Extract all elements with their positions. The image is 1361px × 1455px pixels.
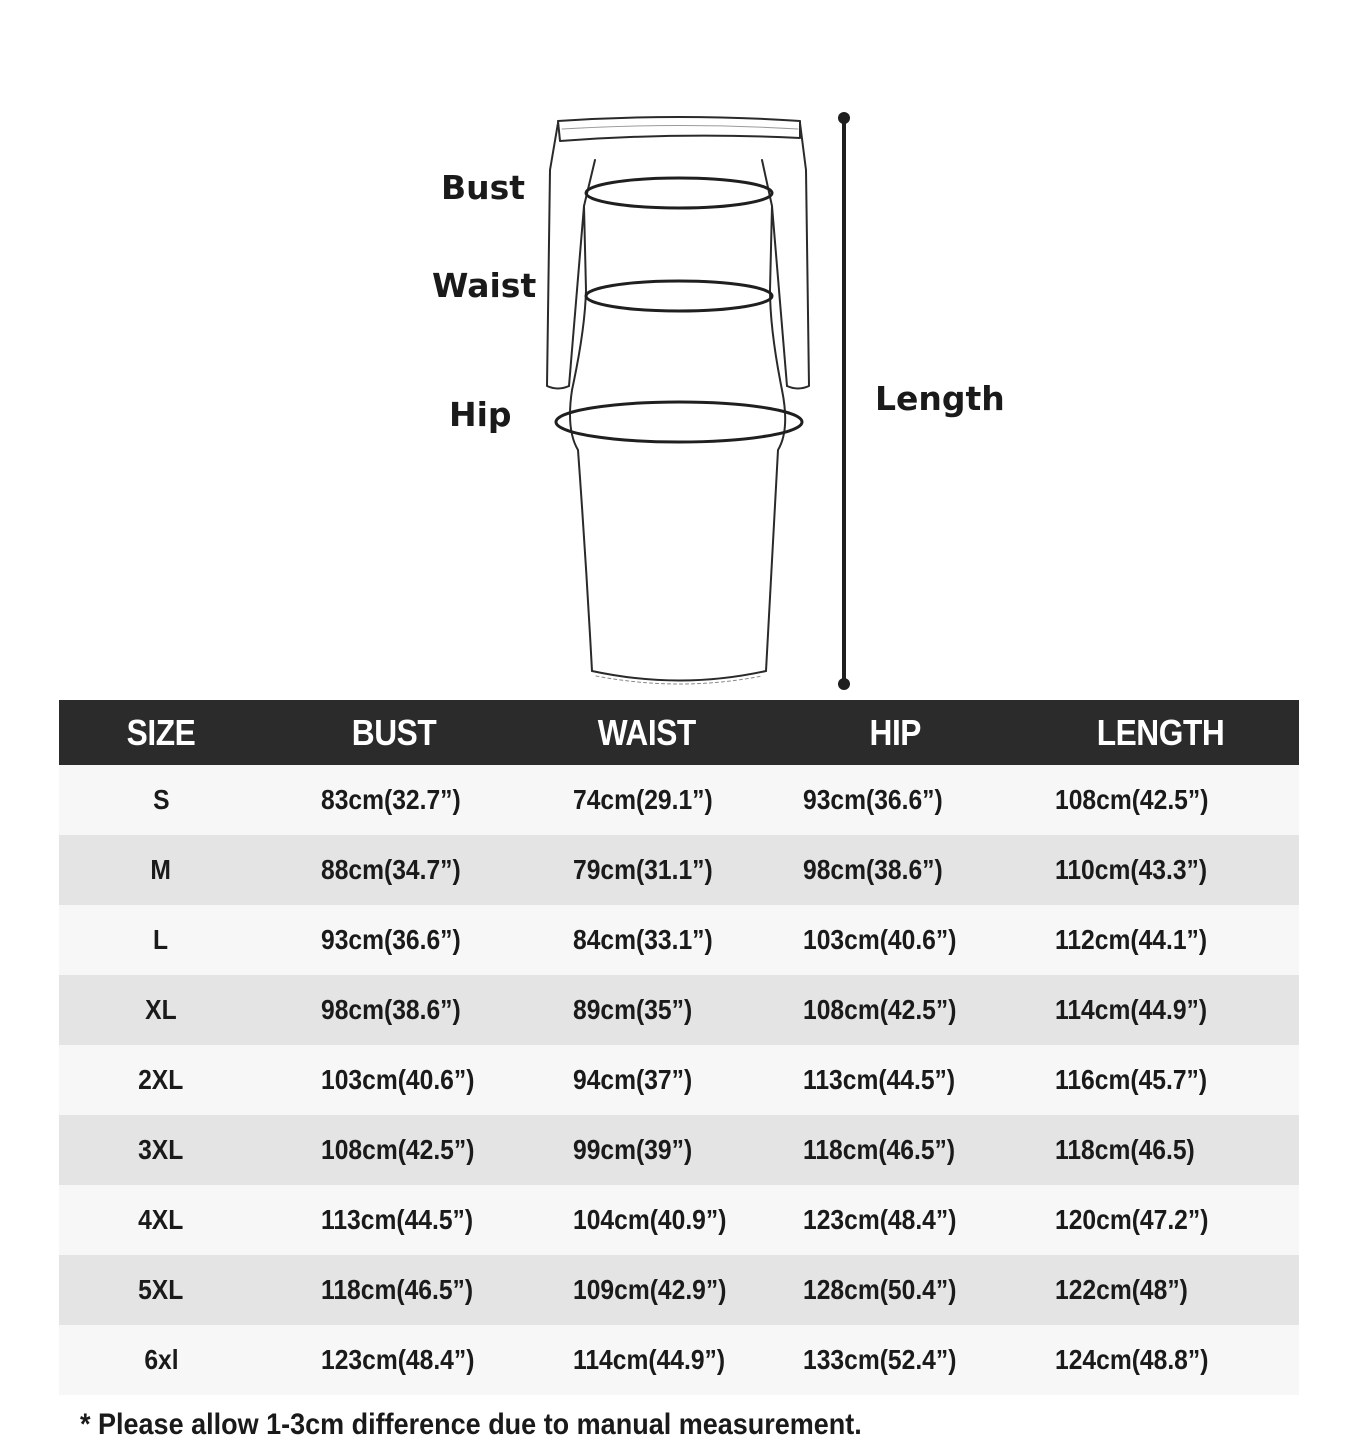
measurement-cell: 109cm(42.9”) <box>525 1255 769 1325</box>
measurement-cell: 88cm(34.7”) <box>263 835 525 905</box>
header-bust: BUST <box>263 700 525 765</box>
measurement-cell: 124cm(48.8”) <box>1021 1325 1299 1395</box>
size-cell: 2XL <box>59 1045 263 1115</box>
table-header <box>59 700 1299 765</box>
measurement-cell: 133cm(52.4”) <box>769 1325 1021 1395</box>
header-hip: HIP <box>769 700 1021 765</box>
measurement-cell: 114cm(44.9”) <box>525 1325 769 1395</box>
table-row <box>59 975 1299 1045</box>
measurement-cell: 103cm(40.6”) <box>263 1045 525 1115</box>
table-row <box>59 1255 1299 1325</box>
size-cell: M <box>59 835 263 905</box>
waist-label: Waist <box>432 266 537 305</box>
size-cell: XL <box>59 975 263 1045</box>
measurement-cell: 113cm(44.5”) <box>263 1185 525 1255</box>
measurement-cell: 114cm(44.9”) <box>1021 975 1299 1045</box>
size-chart-table <box>59 700 1299 1395</box>
measurement-diagram <box>0 0 1361 700</box>
measurement-cell: 110cm(43.3”) <box>1021 835 1299 905</box>
size-cell: 3XL <box>59 1115 263 1185</box>
size-cell: S <box>59 765 263 835</box>
table-row <box>59 765 1299 835</box>
header-size: SIZE <box>59 700 263 765</box>
length-label: Length <box>875 379 1005 418</box>
table-row <box>59 1115 1299 1185</box>
size-cell: L <box>59 905 263 975</box>
measurement-cell: 123cm(48.4”) <box>769 1185 1021 1255</box>
measurement-cell: 118cm(46.5”) <box>263 1255 525 1325</box>
measurement-cell: 79cm(31.1”) <box>525 835 769 905</box>
header-waist: WAIST <box>525 700 769 765</box>
measurement-cell: 108cm(42.5”) <box>769 975 1021 1045</box>
measurement-note: * Please allow 1-3cm difference due to manual measurement. <box>80 1408 862 1441</box>
measurement-cell: 123cm(48.4”) <box>263 1325 525 1395</box>
table-row <box>59 1325 1299 1395</box>
header-length: LENGTH <box>1021 700 1299 765</box>
table-row <box>59 905 1299 975</box>
table-row <box>59 1045 1299 1115</box>
measurement-cell: 104cm(40.9”) <box>525 1185 769 1255</box>
table-row <box>59 835 1299 905</box>
size-cell: 6xl <box>59 1325 263 1395</box>
measurement-cell: 122cm(48”) <box>1021 1255 1299 1325</box>
bust-label: Bust <box>441 168 526 207</box>
measurement-cell: 93cm(36.6”) <box>769 765 1021 835</box>
measurement-cell: 94cm(37”) <box>525 1045 769 1115</box>
vertical-measure-line-icon <box>838 112 850 690</box>
measurement-cell: 98cm(38.6”) <box>769 835 1021 905</box>
measurement-cell: 93cm(36.6”) <box>263 905 525 975</box>
measurement-cell: 98cm(38.6”) <box>263 975 525 1045</box>
hip-label: Hip <box>449 395 512 434</box>
measurement-cell: 118cm(46.5) <box>1021 1115 1299 1185</box>
measurement-cell: 84cm(33.1”) <box>525 905 769 975</box>
measurement-cell: 116cm(45.7”) <box>1021 1045 1299 1115</box>
measurement-cell: 103cm(40.6”) <box>769 905 1021 975</box>
table-row <box>59 1185 1299 1255</box>
measurement-cell: 118cm(46.5”) <box>769 1115 1021 1185</box>
measurement-cell: 108cm(42.5”) <box>1021 765 1299 835</box>
header-row <box>59 700 1299 765</box>
measurement-cell: 108cm(42.5”) <box>263 1115 525 1185</box>
measurement-cell: 128cm(50.4”) <box>769 1255 1021 1325</box>
table-body <box>59 765 1299 1395</box>
measurement-cell: 89cm(35”) <box>525 975 769 1045</box>
measurement-cell: 99cm(39”) <box>525 1115 769 1185</box>
size-cell: 4XL <box>59 1185 263 1255</box>
measurement-cell: 112cm(44.1”) <box>1021 905 1299 975</box>
measurement-cell: 74cm(29.1”) <box>525 765 769 835</box>
dress-outline-icon <box>0 0 1361 700</box>
size-cell: 5XL <box>59 1255 263 1325</box>
measurement-cell: 120cm(47.2”) <box>1021 1185 1299 1255</box>
measurement-cell: 83cm(32.7”) <box>263 765 525 835</box>
measurement-cell: 113cm(44.5”) <box>769 1045 1021 1115</box>
